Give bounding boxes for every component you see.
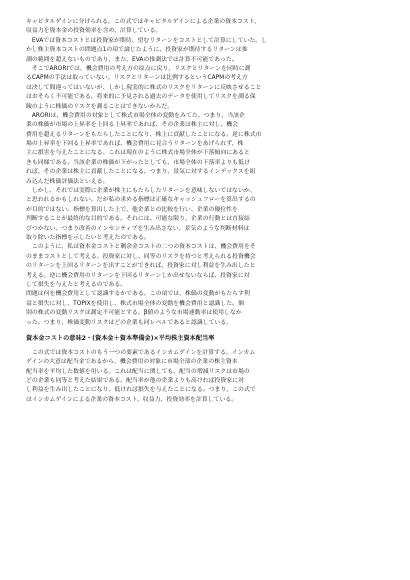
- text-line: 別の株式の変動リスクは測定不可能とする。β値のような市場連動率は使用しなか: [26, 310, 242, 317]
- text-line: 判断することが最終的な目的である。それには、可能な限り、企業の行動とは直接結: [26, 216, 250, 223]
- section-heading: 資本金コストの意味2・(資本金＋資本準備金)×平均株主資本配当率: [26, 334, 215, 342]
- text-line: EVAでは資本コストとは投資家が期待、望むリターンをコストとして計算にしていた。し: [26, 37, 268, 44]
- text-line: ARORIは、機会費用の対象として株式市場全体の変動をみてた。つまり、当該企: [26, 112, 245, 119]
- text-line: かし株主資本コストの問題点1の項で論じたように、投資家が期待するリターンは推: [26, 47, 248, 54]
- text-line: どの企業も同等と考えた結果である。配当率が他の企業よりも高ければ投資家に対: [26, 378, 244, 385]
- text-line: 取り除いた指標を示したいと考えたのである。: [26, 234, 150, 241]
- text-line: びつかない、つまり改善のインセンティブを生み出さない、景気のような判断材料は: [26, 225, 250, 232]
- text-line: きも同様である。当該企業の株価が下がったとしても、市場全体の下落率よりも低け: [26, 159, 250, 166]
- text-line: 配当率を平均した数値を用いる。これは配当に関しても、配当の増減リスクは市場の: [26, 368, 250, 375]
- paragraph-income-gain: [26, 349, 388, 405]
- text-line: 益と損失に対し、TOPIXを使用し、株式市場全体の変動を機会費用と認識した。個: [26, 300, 244, 307]
- text-line: るCAPMの手法は取っていない。リスクとリターンは比例するというCAPMの考え方: [26, 75, 248, 82]
- text-line: 主に損害を与えたことになる。これは現在のように株式市場全体が下落傾向にあると: [26, 150, 250, 157]
- text-line: と思われるかもしれない。だが私の求める指標は正確なキャッシュフローを算出するの: [26, 197, 256, 204]
- paragraph-indicator-purpose: [26, 187, 388, 243]
- paragraph-arori-market: [26, 112, 388, 187]
- text-line: が目的ではない。指標を算出した上で、他企業との比較を行い、企業の優位性を: [26, 206, 238, 213]
- text-line: し利益を生み出したことになり、低ければ損失を与えたことになる。つまり、この式で: [26, 387, 256, 394]
- paragraph-arori-capm: [26, 65, 388, 112]
- text-line: 険のように株価のリスクを測ることはできないからだ。: [26, 103, 174, 110]
- text-line: はおそらく不可能である。将来的に予見される過去のデータを使用してリスクを測る保: [26, 94, 256, 101]
- text-line: れば、その企業は株主に貢献したことになる。つまり、景気に対するインデックスを組: [26, 169, 256, 176]
- text-line: 考える。逆に機会費用のリターンを下回るリターンしか出せないならば、投資家に対: [26, 272, 250, 279]
- text-line: 場の上昇率を下回る上昇率であれば、機会費用に見合うリターンをあげられず、株: [26, 141, 244, 148]
- text-line: はインカムゲインによる企業の資本コスト、収益力、投資効率を計算している。: [26, 396, 238, 403]
- text-line: った。つまり、株価変動リスクはどの企業も同レベルであると認識している。: [26, 319, 233, 326]
- text-line: 費用を超えるリターンをもたらしたことになり、株主に貢献したことになる。逆に株式市: [26, 131, 262, 138]
- text-line: ゲインの大意は配当金であるから、機会費用の対象に市場全部の企業の株主資本: [26, 359, 238, 366]
- text-line: この式では資本コストのもう一つの要素であるインカムゲインを計算する。インカム: [26, 349, 256, 356]
- text-line: み込んだ株価評価法といえる。: [26, 178, 109, 185]
- paragraph-topix: [26, 290, 388, 328]
- paragraph-opportunity-cost: [26, 243, 388, 290]
- paragraph-capital-gain-intro: [26, 18, 388, 37]
- text-line: のままコストとして考える。投資家に対し、同等のリスクを持つと考えられる投資機会: [26, 253, 256, 260]
- document-page: [26, 18, 388, 405]
- text-line: そこでARORIでは、機会費用の考え方の原点に戻り、リスクとリターンを同時に測: [26, 65, 251, 72]
- text-line: 測の範囲を超えないものであり、また、EVAの推測法では計算不可能であった。: [26, 56, 238, 63]
- text-line: このように、私は資本金コストと剰余金コストの二つの資本コストは、機会費用をそ: [26, 244, 256, 251]
- text-line: 業の株価が市場の上昇率を上回る上昇率であれば、その企業は株主に対し、機会: [26, 122, 239, 129]
- text-line: しかし、それでは実際に企業が株主にもたらしたリターンを意味しないではないか、: [26, 188, 256, 195]
- text-line: して損失を与えたと考えるのである。: [26, 281, 127, 288]
- text-line: キャピタルゲインに分けられる。この式ではキャピタルゲインによる企業の資本コスト、: [26, 19, 261, 25]
- text-line: 収益力を資本金の投資効率を含め、計算している。: [26, 28, 162, 35]
- text-line: のリターンを上回るリターンを出すことができれば、投資家に対し利益を生み出したと: [26, 263, 256, 270]
- text-line: は決して間違ってはいないが、しかし現実的に株式のリスクをリターンに反映させること: [26, 84, 262, 91]
- paragraph-eva-cost: [26, 37, 388, 65]
- text-line: 問題は何を機会費用として認識するかである。この項では、株価の変動がもたらす利: [26, 291, 250, 298]
